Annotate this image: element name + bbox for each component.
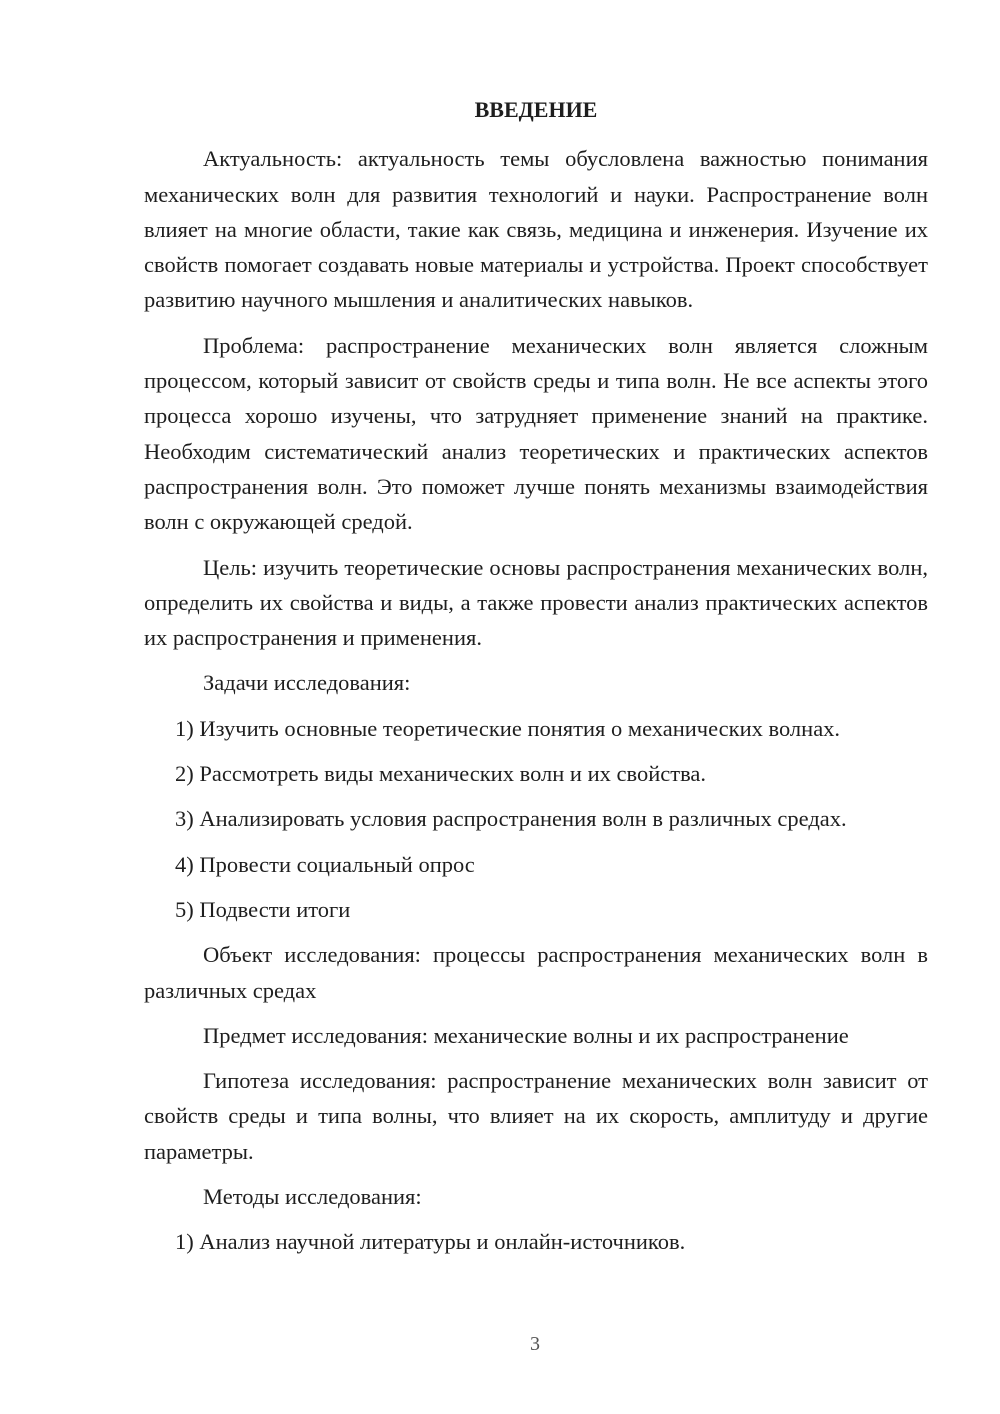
task-item: 4) Провести социальный опрос	[175, 851, 475, 877]
section-title: ВВЕДЕНИЕ	[474, 97, 598, 122]
paragraph-subject: Предмет исследования: механические волны и их распространение	[203, 1022, 849, 1048]
task-item: 2) Рассмотреть виды механических волн и их свойства.	[175, 761, 707, 787]
tasks-heading: Задачи исследования:	[203, 670, 411, 696]
paragraph-hypothesis: Гипотеза исследования: распространение механических волн зависит от свойств среды и типа волны, что влияет на их скорость, амплитуду и другие параметры.	[144, 1068, 928, 1164]
page-number: 3	[530, 1333, 540, 1355]
method-item: 1) Анализ научной литературы и онлайн-источников.	[175, 1229, 686, 1255]
paragraph-relevance: Актуальность: актуальность темы обусловлена важностью понимания механических волн для развития технологий и науки. Распространение волн влияет на многие области, такие как связь, медицина и инженерия. Изучение их свойств помогает создавать новые материалы и устройства. Проект способствует развитию научного мышления и аналитических навыков.	[144, 146, 928, 313]
task-item: 1) Изучить основные теоретические понятия о механических волнах.	[175, 715, 841, 741]
paragraph-object: Объект исследования: процессы распространения механических волн в различных средах	[144, 942, 928, 1003]
task-item: 5) Подвести итоги	[175, 896, 351, 922]
methods-heading: Методы исследования:	[203, 1184, 422, 1210]
paragraph-problem: Проблема: распространение механических волн является сложным процессом, который зависит от свойств среды и типа волн. Не все аспекты этого процесса хорошо изучены, что затрудняет применение знаний на практике. Необходим систематический анализ теоретических и практических аспектов распространения волн. Это поможет лучше понять механизмы взаимодействия волн с окружающей средой.	[144, 332, 928, 535]
document-page	[144, 92, 928, 1270]
task-item: 3) Анализировать условия распространения волн в различных средах.	[175, 806, 847, 832]
paragraph-goal: Цель: изучить теоретические основы распространения механических волн, определить их свойства и виды, а также провести анализ практических аспектов их распространения и применения.	[144, 554, 928, 651]
